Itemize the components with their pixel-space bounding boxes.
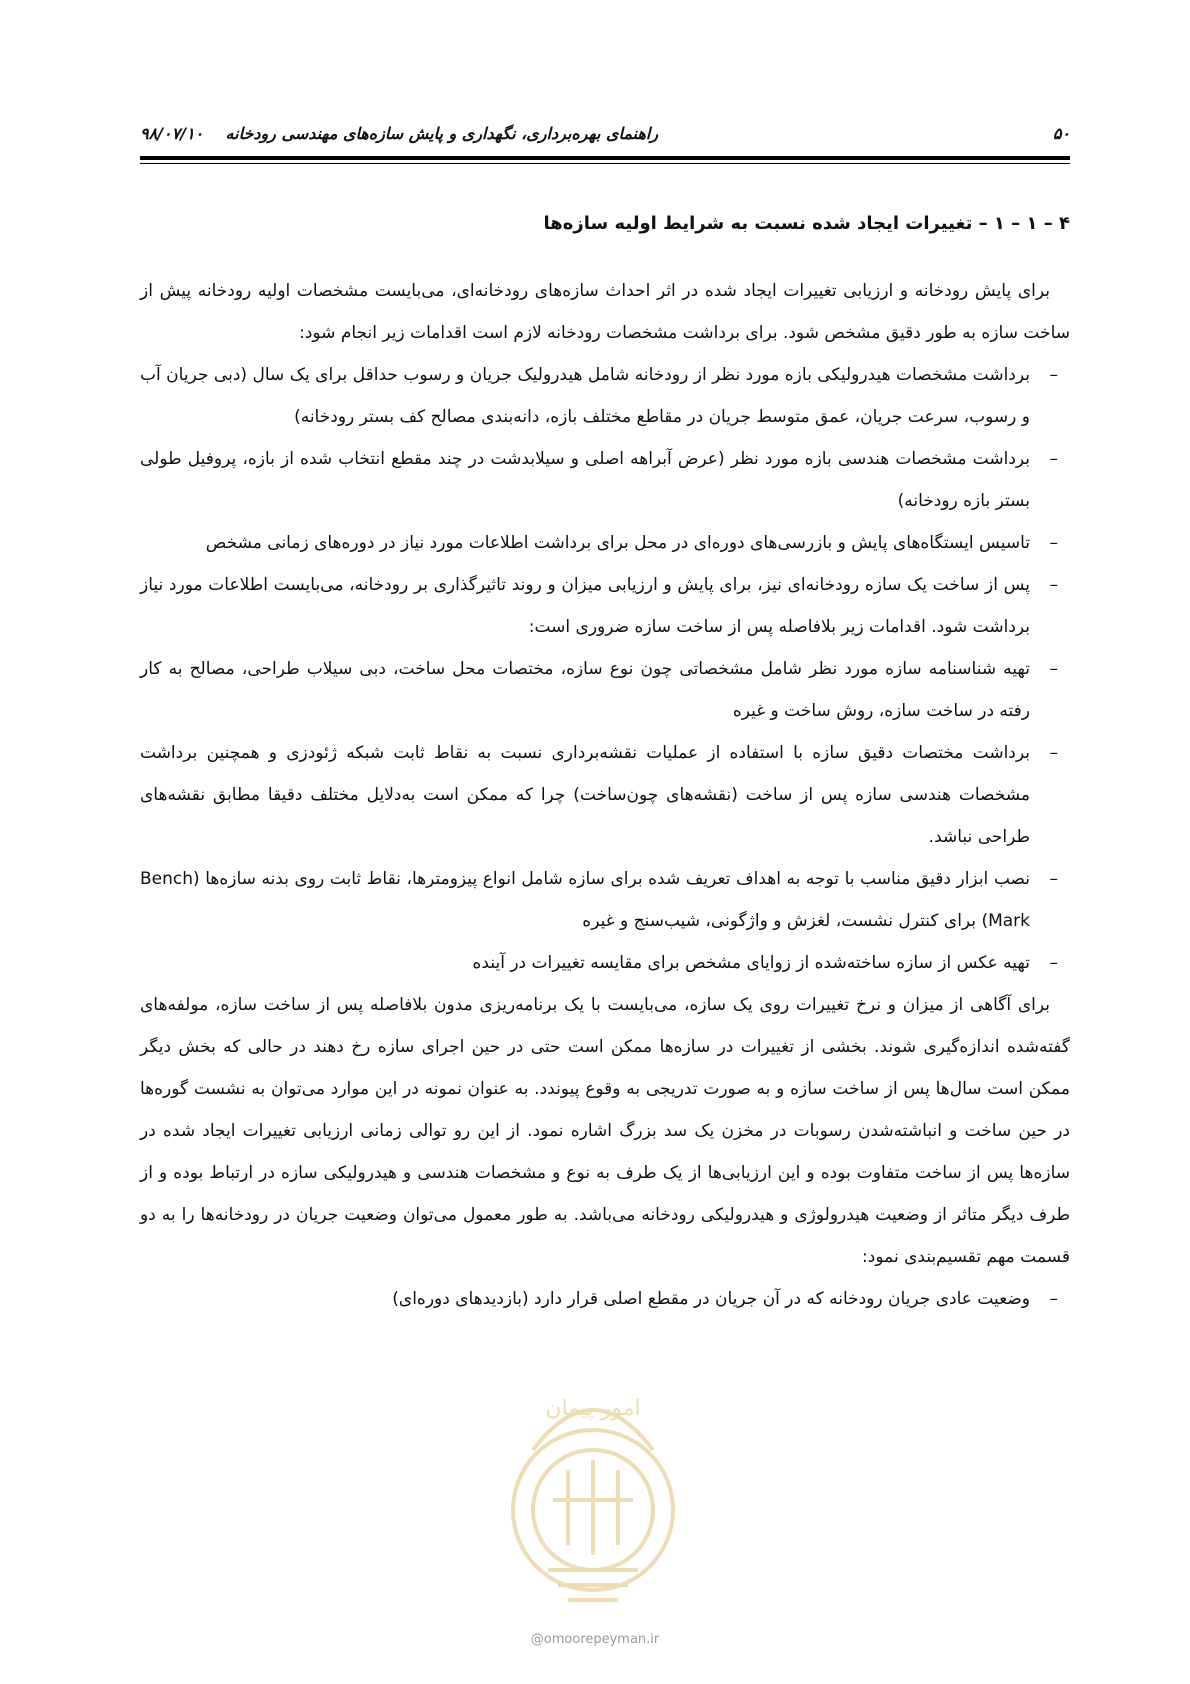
watermark-site: @omoorepeyman.ir [530, 1632, 660, 1647]
bullet-list-2 [140, 1278, 1070, 1320]
section-heading: ۴ – ۱ – ۱ – تغییرات ایجاد شده نسبت به شرایط اولیه سازه‌ها [543, 213, 1070, 234]
bullet-dash: – [1049, 953, 1058, 973]
bullet-text: نصب ابزار دقیق مناسب با توجه به اهداف تعریف شده برای سازه شامل انواع پیزومترها، نقاط ثابت روی بدنه سازه‌ها (Bench Mark) برای کنترل نشست، لغزش و واژگونی، شیب‌سنج و غیره [140, 869, 1030, 931]
header-title: راهنمای بهره‌برداری، نگهداری و پایش سازه‌های مهندسی رودخانه [225, 123, 659, 143]
bullet-dash: – [1049, 533, 1058, 553]
bullet-dash: – [1049, 743, 1058, 763]
bullet-text: تاسیس ایستگاه‌های پایش و بازرسی‌های دوره‌ای در محل برای برداشت اطلاعات مورد نیاز در دوره‌های زمانی مشخص [205, 533, 1030, 553]
bullet-text: برداشت مختصات دقیق سازه با استفاده از عملیات نقشه‌برداری نسبت به نقاط ثابت شبکه ژئودزی و همچنین برداشت مشخصات هندسی سازه پس از ساخت (نقشه‌های چون‌ساخت) چرا که ممکن است به‌دلایل مختلف دقیقا مطابق نقشه‌های طراحی نباشد. [140, 743, 1030, 847]
bullet-item [140, 438, 1070, 522]
svg-text:امور پیمان: امور پیمان [545, 1396, 641, 1421]
bullet-item [140, 1278, 1070, 1320]
bullet-dash: – [1049, 659, 1058, 679]
bullet-dash: – [1049, 365, 1058, 385]
bullet-item [140, 522, 1070, 564]
bullet-text: تهیه عکس از سازه ساخته‌شده از زوایای مشخص برای مقایسه تغییرات در آینده [472, 953, 1030, 973]
intro-paragraph: برای پایش رودخانه و ارزیابی تغییرات ایجاد شده در اثر احداث سازه‌های رودخانه‌ای، می‌بایست مشخصات اولیه رودخانه پیش از ساخت سازه به طور دقیق مشخص شود. برای برداشت مشخصات رودخانه لازم است اقدامات زیر انجام شود: [140, 281, 1070, 343]
bullet-dash: – [1049, 449, 1058, 469]
bullet-item [140, 732, 1070, 858]
bullet-list-1 [140, 354, 1070, 984]
bullet-item [140, 648, 1070, 732]
header-date: ۹۸/۰۷/۱۰ [140, 123, 204, 143]
bullet-dash: – [1049, 1289, 1058, 1309]
page-header [140, 118, 1070, 148]
bullet-item [140, 858, 1070, 942]
bullet-item [140, 354, 1070, 438]
header-rule-thin [140, 163, 1070, 164]
bullet-text: تهیه شناسنامه سازه مورد نظر شامل مشخصاتی چون نوع سازه، مختصات محل ساخت، دبی سیلاب طراحی، مصالح به کار رفته در ساخت سازه، روش ساخت و غیره [140, 659, 1030, 721]
bullet-dash: – [1049, 575, 1058, 595]
bullet-dash: – [1049, 869, 1058, 889]
page-body [140, 270, 1070, 1320]
bullet-text: برداشت مشخصات هیدرولیکی بازه مورد نظر از رودخانه شامل هیدرولیک جریان و رسوب حداقل برای یک سال (دبی جریان آب و رسوب، سرعت جریان، عمق متوسط جریان در مقاطع مختلف بازه، دانه‌بندی مصالح کف بستر رودخانه) [140, 365, 1030, 427]
bullet-item [140, 564, 1070, 648]
header-title-block [140, 124, 658, 143]
watermark-logo [498, 1340, 688, 1650]
bullet-text: برداشت مشخصات هندسی بازه مورد نظر (عرض آبراهه اصلی و سیلابدشت در چند مقطع انتخاب شده از بازه، پروفیل طولی بستر بازه رودخانه) [140, 449, 1030, 511]
header-rule [140, 156, 1070, 160]
body-paragraph: برای آگاهی از میزان و نرخ تغییرات روی یک سازه، می‌بایست با یک برنامه‌ریزی مدون بلافاصله پس از ساخت سازه، مولفه‌های گفته‌شده اندازه‌گیری شوند. بخشی از تغییرات در سازه‌ها ممکن است حتی در حین اجرای سازه رخ دهند در حالی که بخش دیگر ممکن است سال‌ها پس از ساخت سازه و به صورت تدریجی به وقوع پیوندد. به عنوان نمونه در این موارد می‌توان به نشست گوره‌ها در حین ساخت و انباشته‌شدن رسوبات در مخزن یک سد بزرگ اشاره نمود. از این رو توالی زمانی ارزیابی تغییرات ایجاد شده در سازه‌ها پس از ساخت متفاوت بوده و این ارزیابی‌ها از یک طرف به نوع و مشخصات هندسی و هیدرولیکی سازه در ارتباط بوده و از طرف دیگر متاثر از وضعیت هیدرولوژی و هیدرولیکی رودخانه می‌باشد. به طور معمول می‌توان وضعیت جریان در رودخانه‌ها را به دو قسمت مهم تقسیم‌بندی نمود: [140, 995, 1070, 1267]
page-number: ۵۰ [1052, 123, 1070, 143]
bullet-text: وضعیت عادی جریان رودخانه که در آن جریان در مقطع اصلی قرار دارد (بازدیدهای دوره‌ای) [392, 1289, 1030, 1309]
bullet-text: پس از ساخت یک سازه رودخانه‌ای نیز، برای پایش و ارزیابی میزان و روند تاثیرگذاری بر رودخانه، می‌بایست اطلاعات مورد نیاز برداشت شود. اقدامات زیر بلافاصله پس از ساخت سازه ضروری است: [140, 575, 1030, 637]
bullet-item [140, 942, 1070, 984]
